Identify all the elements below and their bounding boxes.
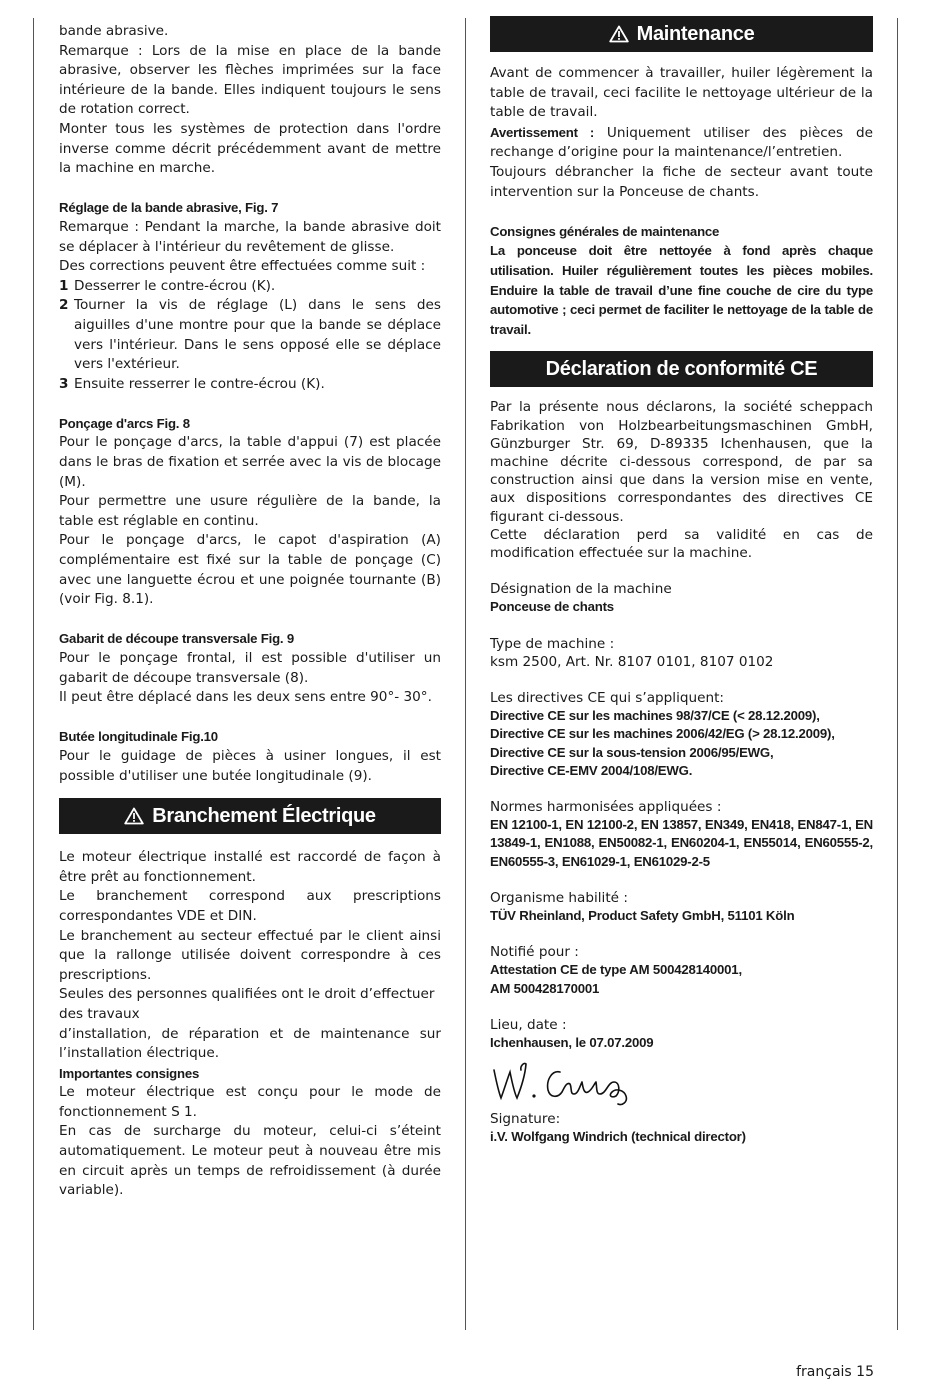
value: Attestation CE de type AM 500428140001, [490, 962, 742, 978]
paragraph: Toujours débrancher la fiche de secteur avant toute intervention sur la Ponceuse de chants. [490, 163, 873, 200]
paragraph: Remarque : Lors de la mise en place de la bande abrasive, observer les flèches imprimées sur la face intérieure de la bande. Elles indiquent toujours le sens de rotation correct. [59, 42, 441, 118]
banner-title: Maintenance [636, 22, 755, 45]
value: EN 12100-1, EN 12100-2, EN 13857, EN349, EN418, EN847-1, EN 13849-1, EN1088, EN50082-1, EN60204-1, EN55014, EN60555-2, EN60555-3, EN61029-1, EN61029-2-5 [490, 817, 873, 869]
left-border-line [33, 18, 34, 1330]
step-number: 3 [59, 375, 69, 392]
label: Les directives CE qui s’appliquent: [490, 689, 724, 706]
step-number: 2 [59, 297, 69, 314]
label: Organisme habilité : [490, 889, 628, 906]
warning-icon [609, 25, 629, 43]
paragraph: Pour le ponçage d'arcs, le capot d'aspiration (A) complémentaire est fixé sur la table de ponçage (C) avec une languette écrou et une poignée tournante (B) (voir Fig. 8.1). [59, 532, 441, 608]
right-border-line [897, 18, 898, 1330]
paragraph: Remarque : Pendant la marche, la bande abrasive doit se déplacer à l'intérieur du revêtement de glisse. [59, 218, 441, 255]
warning-icon [124, 807, 144, 825]
page-footer: français 15 [796, 1364, 874, 1380]
section-banner-maintenance [490, 16, 873, 52]
label: Notifié pour : [490, 944, 579, 961]
directive-item: Directive CE-EMV 2004/108/EWG. [490, 762, 693, 778]
list-item [59, 296, 441, 374]
paragraph: Cette déclaration perd sa validité en cas de modification effectuée sur la machine. [490, 526, 873, 561]
subheading-consignes: Consignes générales de maintenance [490, 223, 720, 239]
paragraph: d’installation, de réparation et de maintenance sur l’installation électrique. [59, 1025, 441, 1062]
section-banner-branchement [59, 798, 441, 834]
directive-item: Directive CE sur les machines 98/37/CE (< 28.12.2009), [490, 708, 820, 724]
list-item [59, 277, 441, 297]
paragraph [490, 123, 873, 163]
label: Lieu, date : [490, 1016, 567, 1033]
banner-title: Branchement Électrique [152, 804, 376, 827]
value: Ichenhausen, le 07.07.2009 [490, 1035, 654, 1050]
bold-paragraph: La ponceuse doit être nettoyée à fond après chaque utilisation. Huiler régulièrement toutes les pièces mobiles. Enduire la table de travail d’une fine couche de cire du type automotive ; ceci permet de faciliter le nettoyage de la table de travail. [490, 243, 873, 337]
paragraph: Avant de commencer à travailler, huiler légèrement la table de travail, ceci facilite le nettoyage ultérieur de la table de travail. [490, 65, 873, 121]
value: TÜV Rheinland, Product Safety GmbH, 51101 Köln [490, 907, 795, 923]
paragraph: Le branchement correspond aux prescriptions correspondantes VDE et DIN. [59, 888, 441, 924]
step-text: Ensuite resserrer le contre-écrou (K). [74, 375, 325, 392]
section-banner-declaration [490, 351, 873, 387]
directive-item: Directive CE sur les machines 2006/42/EG (> 28.12.2009), [490, 726, 835, 742]
paragraph: En cas de surcharge du moteur, celui-ci s’éteint automatiquement. Le moteur peut à nouveau être mis en circuit après un temps de refroidissement (à durée variable). [59, 1123, 441, 1199]
value: AM 500428170001 [490, 980, 600, 996]
warning-text: Uniquement utiliser des pièces de rechange d’origine pour la maintenance/l’entretien. [490, 124, 873, 161]
section-heading-poncage: Ponçage d'arcs Fig. 8 [59, 415, 190, 431]
column-divider-line [465, 18, 466, 1330]
paragraph: Par la présente nous déclarons, la société scheppach Fabrikation von Holzbearbeitungsmaschinen GmbH, Günzburger Str. 69, D-89335 Ichenhausen, que la machine décrite ci-dessous correspond, de par sa construction ainsi que dans la version mise en vente, aux dispositions correspondantes des directives CE figurant ci-dessous. [490, 399, 873, 525]
paragraph: Le branchement au secteur effectué par le client ainsi que la rallonge utilisée doivent correspondre à ces prescriptions. [59, 927, 441, 983]
step-text: Tourner la vis de réglage (L) dans le sens des aiguilles d'une montre pour que la bande se déplace vers l'intérieur. Dans le sens opposé elle se déplace vers l'extérieur. [74, 297, 441, 373]
paragraph: bande abrasive. [59, 23, 169, 39]
paragraph: Des corrections peuvent être effectuées comme suit : [59, 258, 426, 275]
steps-list [59, 277, 441, 395]
paragraph: Monter tous les systèmes de protection dans l'ordre inverse comme décrit précédemment avant de mettre la machine en marche. [59, 120, 441, 177]
paragraph: Pour le ponçage d'arcs, la table d'appui (7) est placée dans le bras de fixation et serrée avec la vis de blocage (M). [59, 434, 441, 490]
paragraph: Pour le ponçage frontal, il est possible d'utiliser un gabarit de découpe transversale (8). [59, 650, 441, 686]
list-item [59, 375, 441, 395]
value: i.V. Wolfgang Windrich (technical director) [490, 1129, 746, 1145]
right-column [490, 16, 873, 1147]
section-heading-gabarit: Gabarit de découpe transversale Fig. 9 [59, 631, 294, 647]
paragraph: Pour permettre une usure régulière de la bande, la table est réglable en continu. [59, 493, 441, 529]
paragraph: Le moteur électrique est conçu pour le mode de fonctionnement S 1. [59, 1084, 441, 1120]
left-column [59, 22, 441, 1201]
label: Désignation de la machine [490, 581, 672, 598]
label: Type de machine : [490, 635, 615, 652]
label: Normes harmonisées appliquées : [490, 798, 722, 815]
section-heading-reglage: Réglage de la bande abrasive, Fig. 7 [59, 200, 279, 216]
subheading-importantes: Importantes consignes [59, 1065, 200, 1081]
handwritten-signature [490, 1056, 650, 1106]
paragraph: Le moteur électrique installé est raccordé de façon à être prêt au fonctionnement. [59, 849, 441, 885]
step-number: 1 [59, 277, 69, 294]
directive-item: Directive CE sur la sous-tension 2006/95/EWG, [490, 744, 774, 760]
banner-title: Déclaration de conformité CE [545, 357, 818, 380]
paragraph: Il peut être déplacé dans les deux sens entre 90°- 30°. [59, 689, 432, 706]
section-heading-butee: Butée longitudinale Fig.10 [59, 729, 218, 745]
label: Signature: [490, 1111, 561, 1128]
paragraph: Seules des personnes qualifiées ont le droit d’effectuer des travaux [59, 986, 435, 1022]
value: Ponceuse de chants [490, 599, 614, 615]
paragraph: Pour le guidage de pièces à usiner longues, il est possible d'utiliser une butée longitudinale (9). [59, 747, 441, 784]
value: ksm 2500, Art. Nr. 8107 0101, 8107 0102 [490, 653, 774, 670]
warning-label: Avertissement : [490, 124, 595, 140]
step-text: Desserrer le contre-écrou (K). [74, 277, 276, 294]
